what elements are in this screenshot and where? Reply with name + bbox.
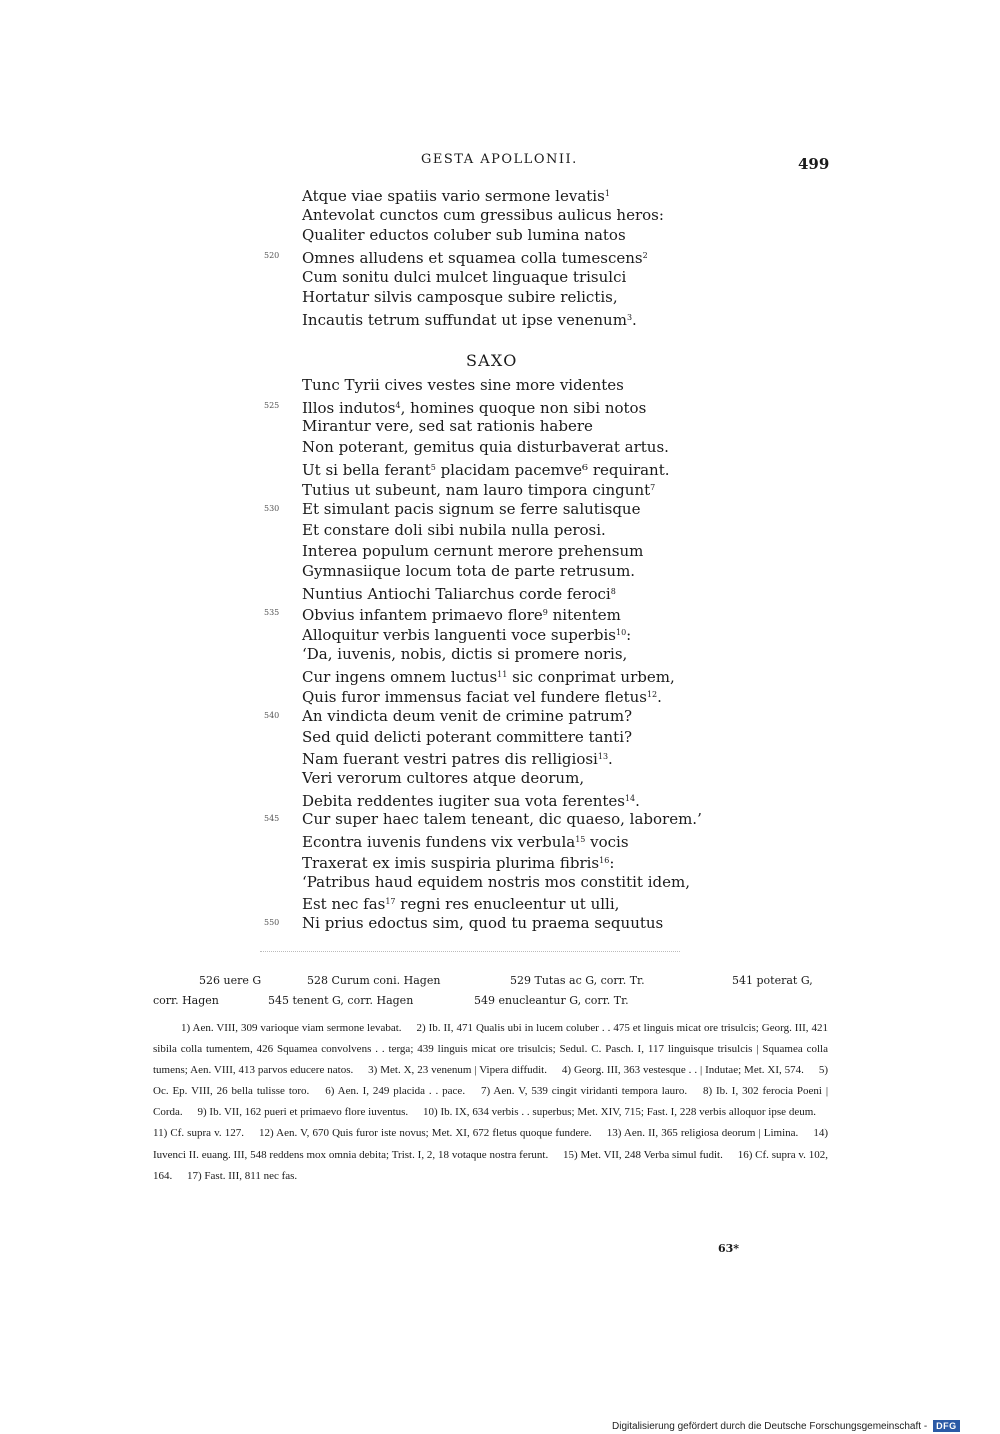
apparatus-entry: 528 Curum coni. Hagen <box>307 974 441 987</box>
verse-text: Cum sonitu dulci mulcet linguaque trisulci <box>302 267 627 286</box>
verse-line <box>302 416 702 437</box>
verse-line <box>302 287 664 308</box>
verse-text: Nam fuerant vestri patres dis relligiosi <box>302 750 598 769</box>
footnote: 1) Aen. VIII, 309 varioque viam sermone levabat. <box>181 1022 402 1034</box>
footnote: 11) Cf. supra v. 127. <box>153 1127 244 1140</box>
verse-text-tail: , homines quoque non sibi notos <box>400 398 647 417</box>
verse-text: Veri verorum cultores atque deorum, <box>302 769 585 788</box>
verse-line <box>302 892 702 913</box>
footnote-marker: 11 <box>497 669 508 679</box>
verse-line <box>302 582 702 603</box>
verse-text: Quis furor immensus faciat vel fundere fletus <box>302 688 647 707</box>
verse-block-main <box>264 375 702 934</box>
verse-text-tail: vocis <box>585 833 629 852</box>
verse-text-tail: nitentem <box>547 605 621 624</box>
apparatus-row <box>153 991 829 1011</box>
verse-line <box>302 872 702 893</box>
section-heading: SAXO <box>466 351 518 370</box>
footnote-marker: 4 <box>395 400 401 410</box>
verse-text: ‘Da, iuvenis, nobis, dictis si promere noris, <box>302 644 628 663</box>
footnotes-paragraph <box>153 1018 828 1187</box>
verse-text: Cur super haec talem teneant, dic quaeso, laborem.’ <box>302 810 702 829</box>
verse-text-tail: sic conprimat urbem, <box>507 667 675 686</box>
verse-line <box>302 267 664 288</box>
line-number: 535 <box>264 607 280 617</box>
verse-text: Illos indutos <box>302 398 396 417</box>
verse-line <box>302 623 702 644</box>
line-number: 550 <box>264 917 280 927</box>
verse-text: Et constare doli sibi nubila nulla perosi. <box>302 520 606 539</box>
footnotes <box>153 1018 828 1187</box>
apparatus-entry: 545 tenent G, corr. Hagen <box>268 994 414 1007</box>
verse-text-tail: : <box>609 853 615 872</box>
footnote-marker: 1 <box>604 189 610 198</box>
verse-text: Mirantur vere, sed sat rationis habere <box>302 417 593 436</box>
verse-line <box>264 499 702 520</box>
verse-line <box>264 913 702 934</box>
verse-text: ‘Patribus haud equidem nostris mos constitit idem, <box>302 872 690 891</box>
verse-line <box>264 706 702 727</box>
verse-line <box>302 205 664 226</box>
footnote-marker: 17 <box>385 897 396 907</box>
verse-line <box>302 478 702 499</box>
verse-text-tail: . <box>608 750 613 769</box>
running-head: GESTA APOLLONII. <box>421 152 578 167</box>
apparatus-entry: 529 Tutas ac G, corr. Tr. <box>510 974 645 987</box>
line-number: 530 <box>264 504 280 514</box>
verse-line <box>264 603 702 624</box>
footnote: 13) Aen. II, 365 religiosa deorum | Limina. <box>606 1127 799 1140</box>
line-number: 525 <box>264 400 280 410</box>
verse-line <box>302 308 664 329</box>
line-number: 540 <box>264 711 280 720</box>
footnote-marker: 14 <box>624 793 636 803</box>
verse-block-top <box>264 184 664 330</box>
verse-line <box>302 225 664 246</box>
dfg-logo-icon: DFG <box>933 1420 960 1432</box>
verse-line <box>302 665 702 686</box>
footnote-marker: 9 <box>542 607 548 617</box>
verse-line <box>302 644 702 665</box>
footnote: 15) Met. VII, 248 Verba simul fudit. <box>563 1148 723 1161</box>
verse-text: Gymnasiique locum tota de parte retrusum. <box>302 562 636 581</box>
verse-text: Alloquitur verbis languenti voce superbis <box>302 626 616 645</box>
verse-text: Traxerat ex imis suspiria plurima fibris <box>302 853 600 872</box>
verse-line <box>264 809 702 830</box>
apparatus-entry: 541 poterat G, <box>732 974 813 987</box>
verse-text: Tutius ut subeunt, nam lauro timpora cingunt <box>302 481 651 500</box>
footnote: 10) Ib. IX, 634 verbis . . superbus; Met. XIV, 715; Fast. I, 228 verbis alloquor ipse deum. <box>422 1106 817 1119</box>
verse-line <box>302 789 702 810</box>
credit-text: Digitalisierung gefördert durch die Deutsche Forschungsgemeinschaft - <box>612 1420 928 1432</box>
verse-line <box>302 727 702 748</box>
verse-line <box>302 747 702 768</box>
verse-line <box>302 851 702 872</box>
verse-text-tail: regni res enucleentur ut ulli, <box>395 895 620 914</box>
verse-line <box>302 768 702 789</box>
verse-text: Nuntius Antiochi Taliarchus corde feroci <box>302 584 611 603</box>
line-number: 545 <box>264 814 280 824</box>
verse-line <box>302 541 702 562</box>
footnote-marker: 2 <box>642 251 648 261</box>
verse-text: Incautis tetrum suffundat ut ipse venenum <box>302 311 627 330</box>
verse-text: Atque viae spatiis vario sermone levatis <box>302 187 605 205</box>
verse-text: An vindicta deum venit de crimine patrum? <box>302 707 633 725</box>
footnote: 3) Met. X, 23 venenum | Vipera diffudit. <box>368 1064 547 1077</box>
footnote: 6) Aen. I, 249 placida . . pace. <box>325 1085 466 1098</box>
verse-text: Omnes alludens et squamea colla tumescens <box>302 249 643 268</box>
footnote: 8) Ib. I, 302 ferocia Poeni | Corda. <box>153 1085 829 1119</box>
verse-text: Obvius infantem primaevo flore <box>302 605 543 624</box>
footnote-marker: 7 <box>650 483 656 493</box>
verse-text: Qualiter eductos coluber sub lumina natos <box>302 226 626 245</box>
verse-text: Antevolat cunctos cum gressibus aulicus heros: <box>302 205 664 224</box>
verse-text: Ni prius edoctus sim, quod tu praema sequutus <box>302 913 664 932</box>
verse-line <box>302 561 702 582</box>
verse-line <box>264 396 702 417</box>
verse-line <box>264 246 664 268</box>
footnote: 17) Fast. III, 811 nec fas. <box>187 1169 298 1182</box>
footnote: 9) Ib. VII, 162 pueri et primaevo flore iuventus. <box>197 1106 409 1119</box>
divider <box>260 951 680 952</box>
footnote: 2) Ib. II, 471 Qualis ubi in lucem coluber . . 475 et linguis micat ore trisulcis; Georg. III, 421 sibila colla tumentem, 426 Squamea convolvens . . terga; 439 linguis micat ore trisulcis; Sedul. C. Pasch. I, 117 linguisque trisulcis | Squamea colla tumens; Aen. VIII, 413 parvos educere natos. <box>153 1022 828 1077</box>
footnote: 16) Cf. supra v. 102, 164. <box>153 1148 829 1182</box>
digitization-credit <box>612 1420 960 1432</box>
footnote-marker: 13 <box>597 752 609 762</box>
footnote: 12) Aen. V, 670 Quis furor iste novus; Met. XI, 672 fletus quoque fundere. <box>259 1127 592 1140</box>
page-number: 499 <box>798 155 830 173</box>
verse-text: Econtra iuvenis fundens vix verbula <box>302 833 576 852</box>
verse-line <box>302 458 702 479</box>
line-number: 520 <box>264 251 280 261</box>
footnote: 4) Georg. III, 363 vestesque . . | Indutae; Met. XI, 574. <box>561 1064 804 1077</box>
verse-line <box>302 184 664 205</box>
footnote-marker: 12 <box>646 690 658 700</box>
footnote-marker: 5 <box>430 462 436 472</box>
apparatus-entry: 526 uere G <box>199 974 262 987</box>
verse-text-tail: . <box>657 688 662 707</box>
apparatus-row <box>181 971 829 991</box>
verse-text-tail: . <box>635 791 640 810</box>
verse-text: Debita reddentes iugiter sua vota ferentes <box>302 791 625 810</box>
verse-text: Tunc Tyrii cives vestes sine more videntes <box>302 376 624 394</box>
footnote: 14) Iuvenci II. euang. III, 548 reddens mox omnia debita; Trist. I, 2, 18 votaque nostra ferunt. <box>153 1127 829 1161</box>
apparatus-entry: corr. Hagen <box>153 994 219 1007</box>
verse-text: Sed quid delicti poterant committere tanti? <box>302 727 633 746</box>
verse-text-tail: : <box>626 626 632 645</box>
footnote-marker: 3 <box>626 313 633 323</box>
footnote-marker: 10 <box>615 628 627 638</box>
verse-text: Non poterant, gemitus quia disturbaverat artus. <box>302 438 669 457</box>
verse-text: Et simulant pacis signum se ferre salutisque <box>302 500 641 519</box>
verse-line <box>302 437 702 458</box>
apparatus-entry: 549 enucleantur G, corr. Tr. <box>474 994 629 1007</box>
critical-apparatus <box>153 971 829 1011</box>
verse-line <box>302 520 702 541</box>
verse-text-tail: . <box>632 311 637 330</box>
verse-text: Est nec fas <box>302 895 386 914</box>
verse-line <box>302 685 702 706</box>
footnote: 7) Aen. V, 539 cingit viridanti tempora lauro. <box>480 1085 688 1098</box>
verse-line <box>302 375 702 396</box>
verse-text: Hortatur silvis camposque subire relictis, <box>302 288 618 307</box>
verse-text: Ut si bella ferant <box>302 460 431 479</box>
footnote-marker: 8 <box>610 586 616 596</box>
verse-text-tail: placidam pacemve⁶ requirant. <box>435 460 670 479</box>
footnote-marker: 15 <box>575 835 586 845</box>
footnote-marker: 16 <box>599 855 610 865</box>
printer-signature: 63* <box>718 1242 740 1255</box>
verse-line <box>302 830 702 851</box>
verse-text: Interea populum cernunt merore prehensum <box>302 541 644 560</box>
footnote: 5) Oc. Ep. VIII, 26 bella tulisse toro. <box>153 1064 829 1098</box>
verse-text: Cur ingens omnem luctus <box>302 667 498 686</box>
